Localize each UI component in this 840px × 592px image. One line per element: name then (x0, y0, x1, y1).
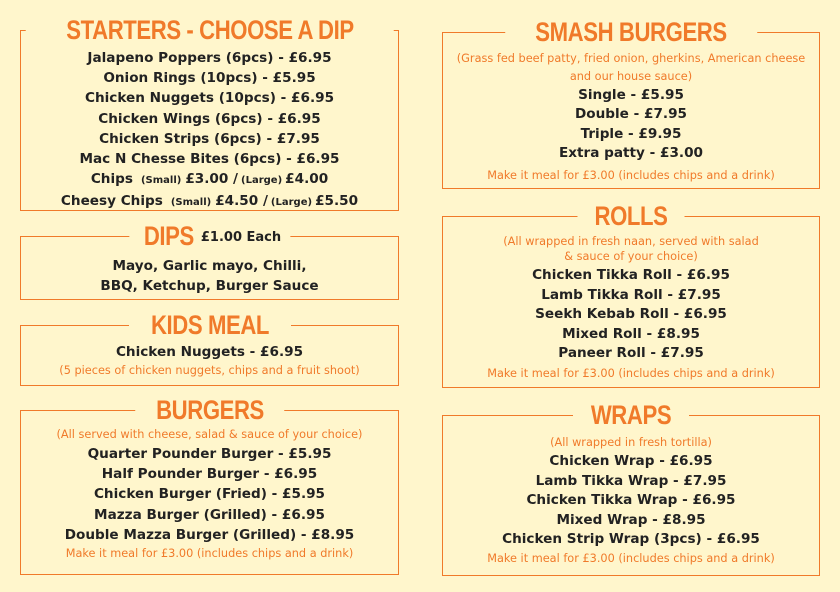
rolls-description: (All wrapped in fresh naan, served with salad (503, 235, 759, 248)
burgers-section (20, 395, 399, 575)
smash-description: (Grass fed beef patty, fried onion, gherkins, American cheese (456, 52, 806, 65)
dips-section (20, 221, 399, 300)
wraps-description: (All wrapped in fresh tortilla) (550, 436, 712, 449)
menu-item: Double Mazza Burger (Grilled) - £8.95 (64, 526, 355, 543)
menu-item: Chicken Tikka Roll - £6.95 (532, 267, 730, 283)
kids-meal-description: (5 pieces of chicken nuggets, chips and a fruit shoot) (59, 364, 360, 378)
menu-item: Mac N Chesse Bites (6pcs) - £6.95 (79, 151, 340, 168)
smash-burgers-title: SMASH BURGERS (505, 17, 757, 47)
menu-item: Single - £5.95 (578, 87, 684, 103)
menu-item: Chicken Wrap - £6.95 (549, 453, 713, 469)
menu-item: Chicken Nuggets (10pcs) - £6.95 (84, 90, 335, 107)
rolls-section (442, 201, 820, 388)
kids-meal-section (20, 310, 399, 386)
menu-item: Lamb Tikka Wrap - £7.95 (535, 472, 727, 489)
meal-deal-note: Make it meal for £3.00 (includes chips and a drink) (487, 551, 775, 565)
rolls-description: & sauce of your choice) (564, 250, 698, 263)
kids-meal-title: KIDS MEAL (129, 310, 291, 340)
menu-item: Chicken Tikka Wrap - £6.95 (526, 492, 736, 508)
rolls-title: ROLLS (578, 201, 685, 231)
menu-item: Chicken Strip Wrap (3pcs) - £6.95 (502, 531, 760, 547)
menu-item-cheesy-chips: Cheesy Chips (Small) £4.50 / (Large) £5.50 (60, 193, 359, 210)
menu-item: Chicken Strips (6pcs) - £7.95 (99, 130, 320, 147)
menu-item: Jalapeno Poppers (6pcs) - £6.95 (87, 50, 332, 66)
menu-item: Paneer Roll - £7.95 (558, 345, 704, 361)
menu-item: Chicken Burger (Fried) - £5.95 (93, 486, 326, 503)
menu-item: Lamb Tikka Roll - £7.95 (541, 286, 721, 303)
dips-line: BBQ, Ketchup, Burger Sauce (100, 278, 319, 295)
menu-item: Triple - £9.95 (580, 125, 682, 142)
burgers-title: BURGERS (135, 395, 285, 425)
meal-deal-note: Make it meal for £3.00 (includes chips and a drink) (487, 168, 775, 182)
menu-item: Onion Rings (10pcs) - £5.95 (103, 70, 316, 87)
smash-description: and our house sauce) (569, 70, 693, 83)
starters-title: STARTERS - CHOOSE A DIP (25, 15, 394, 45)
menu-item: Seekh Kebab Roll - £6.95 (535, 306, 727, 322)
menu-item: Chicken Nuggets - £6.95 (115, 344, 304, 360)
menu-item: Mixed Roll - £8.95 (562, 325, 700, 342)
menu-item: Mixed Wrap - £8.95 (556, 511, 706, 528)
dips-title: DIPS £1.00 Each (129, 221, 290, 253)
smash-burgers-section (442, 17, 820, 189)
dips-line: Mayo, Garlic mayo, Chilli, (112, 258, 307, 274)
menu-item: Quarter Pounder Burger - £5.95 (87, 446, 332, 462)
menu-item: Half Pounder Burger - £6.95 (101, 466, 318, 483)
burgers-description: (All served with cheese, salad & sauce of your choice) (56, 428, 363, 441)
wraps-section (442, 400, 820, 576)
meal-deal-note: Make it meal for £3.00 (includes chips and a drink) (65, 547, 354, 561)
menu-item: Mazza Burger (Grilled) - £6.95 (94, 506, 325, 523)
dips-price-note: £1.00 Each (200, 229, 282, 245)
menu-item: Chicken Wings (6pcs) - £6.95 (98, 110, 321, 127)
starters-section (20, 15, 399, 211)
menu-item: Double - £7.95 (574, 106, 688, 123)
menu-item-chips: Chips (Small) £3.00 / (Large) £4.00 (90, 171, 329, 188)
meal-deal-note: Make it meal for £3.00 (includes chips and a drink) (487, 366, 775, 380)
menu-item: Extra patty - £3.00 (558, 145, 704, 162)
wraps-title: WRAPS (573, 400, 689, 430)
